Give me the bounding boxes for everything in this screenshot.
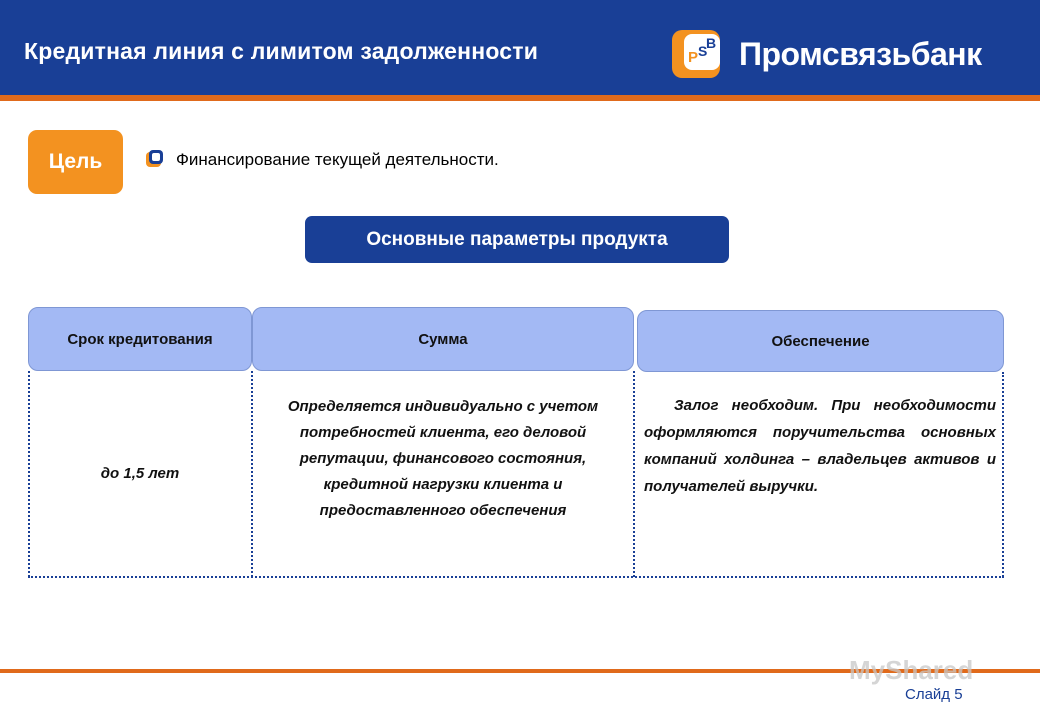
column-header-amount: Сумма	[252, 307, 634, 371]
watermark: MyShared	[849, 655, 974, 685]
table-border-right	[1002, 372, 1004, 577]
header-accent-stripe	[0, 95, 1040, 101]
svg-text:B: B	[706, 35, 717, 51]
column-header-collateral: Обеспечение	[637, 310, 1004, 372]
params-banner: Основные параметры продукта	[305, 216, 729, 263]
psb-bullet-icon	[146, 150, 164, 168]
slide-number: Слайд 5	[905, 686, 963, 703]
table-border-left	[28, 371, 30, 577]
bank-logo-icon	[672, 26, 728, 82]
cell-amount-value: Определяется индивидуально с учетом потребностей клиента, его деловой репутации, финансового состояния, кредитной нагрузки клиента и предоставленного обеспечения	[287, 398, 599, 519]
svg-text:S: S	[698, 43, 708, 59]
bank-logo-text: Промсвязьбанк	[739, 36, 982, 72]
table-divider-2	[633, 371, 635, 577]
cell-collateral-value: Залог необходим. При необходимости оформляются поручительства основных компаний холдинга – владельцев активов и получателей выручки.	[644, 397, 996, 495]
table-divider-1	[251, 371, 253, 577]
table-border-bottom	[28, 576, 1004, 578]
column-header-term: Срок кредитования	[28, 307, 252, 371]
cell-term-value: до 1,5 лет	[100, 465, 180, 482]
svg-text:P: P	[688, 49, 699, 66]
goal-badge: Цель	[28, 130, 123, 194]
slide-title: Кредитная линия с лимитом задолженности	[24, 38, 539, 64]
goal-text: Финансирование текущей деятельности.	[176, 150, 499, 169]
